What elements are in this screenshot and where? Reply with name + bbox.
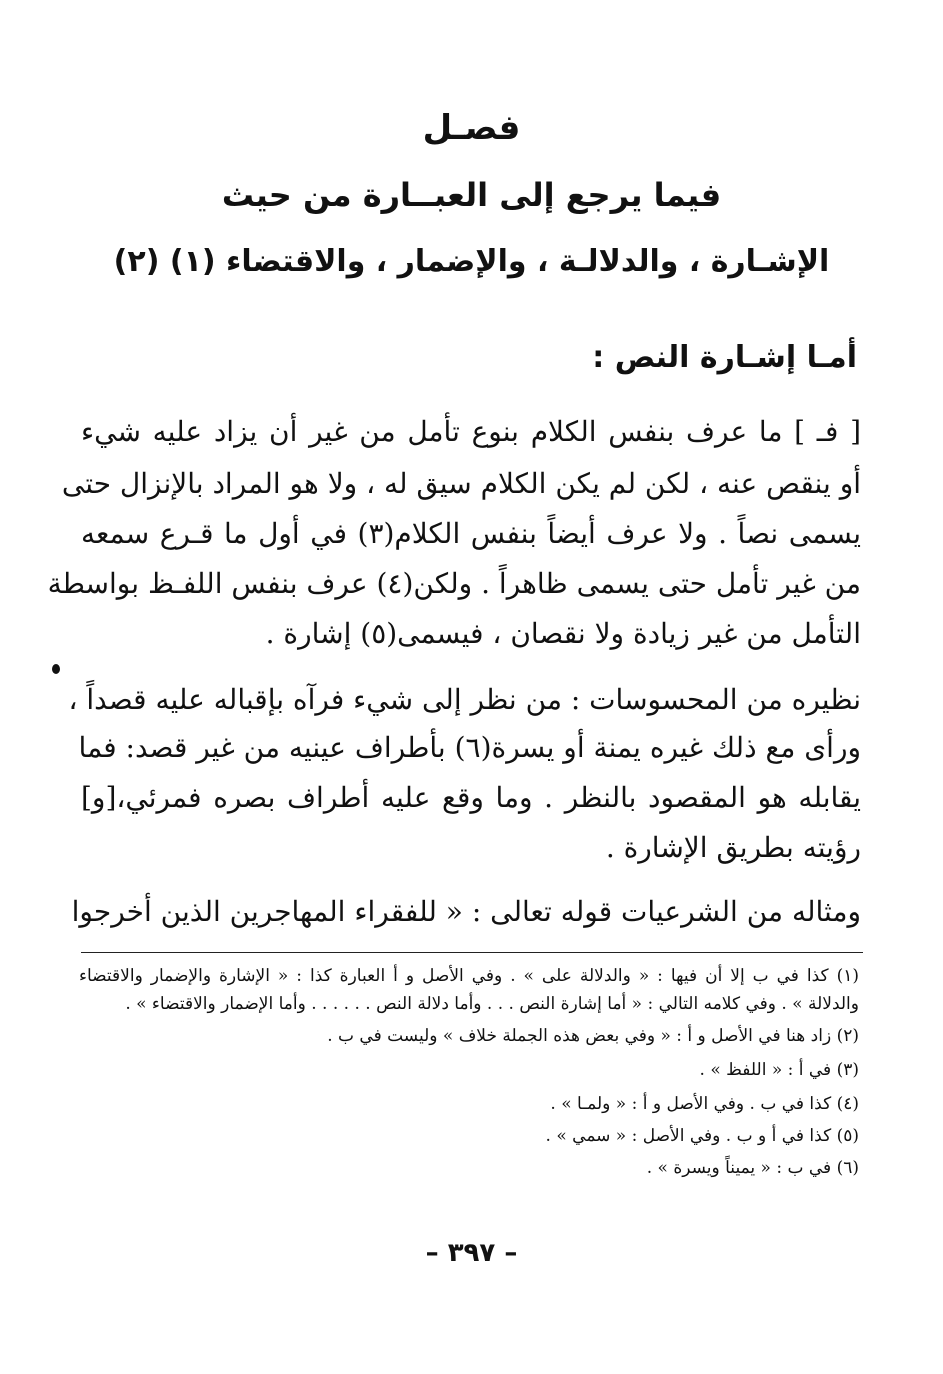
footnote-4: (٤) كذا في ب . وفي الأصل و أ : « ولمـا » . [550,1094,859,1114]
paragraph-1-line-5: التأمل من غير زيادة ولا نقصان ، فيسمى(٥) إشارة . [265,617,861,650]
paragraph-2-line-1: نظيره من المحسوسات : من نظر إلى شيء فرآه بإقباله عليه قصداً ، [68,683,861,716]
footnote-divider [81,952,863,953]
footnote-1: (١) كذا في ب إلا أن فيها : « والدلالة على » . وفي الأصل و أ العبارة كذا : « الإشارة والإضمار والاقتضاء [79,966,859,986]
paragraph-2-line-3: يقابله هو المقصود بالنظر . وما وقع عليه أطراف بصره فمرئي،[و] [81,781,861,814]
page-number: – ٣٩٧ – [425,1238,518,1268]
footnote-1-continuation: والدلالة » . وفي كلامه التالي : « أما إشارة النص . . . وأما دلالة النص . . . . . . وأما الإضمار والاقتضاء » . [125,994,859,1014]
paragraph-3-line-1: ومثاله من الشرعيات قوله تعالى : « للفقراء المهاجرين الذين أخرجوا [71,895,861,928]
paragraph-1-line-4: من غير تأمل حتى يسمى ظاهراً . ولكن(٤) عرف بنفس اللفـظ بواسطة [47,567,861,600]
paragraph-2-line-4: رؤيته بطريق الإشارة . [605,831,861,864]
paragraph-2-line-2: ورأى مع ذلك غيره يمنة أو يسرة(٦) بأطراف عينيه من غير قصد: فما [78,731,861,764]
chapter-subheading-topics: الإشـارة ، والدلالـة ، والإضمار ، والاقتضاء (١) (٢) [113,244,830,279]
footnote-5: (٥) كذا في أ و ب . وفي الأصل : « سمي » . [545,1126,859,1146]
margin-dot-mark [52,664,60,674]
chapter-heading: فصـل [422,108,521,148]
paragraph-1-line-3: يسمى نصاً . ولا عرف أيضاً بنفس الكلام(٣) في أول ما قـرع سمعه [81,517,861,550]
paragraph-1-line-2: أو ينقص عنه ، لكن لم يكن الكلام سيق له ، ولا هو المراد بالإنزال حتى [61,467,861,500]
chapter-subheading: فيما يرجع إلى العبــارة من حيث [221,176,722,214]
footnote-2: (٢) زاد هنا في الأصل و أ : « وفي بعض هذه الجملة خلاف » وليست في ب . [327,1026,859,1046]
footnote-3: (٣) في أ : « اللفظ » . [699,1060,859,1080]
section-title: أمـا إشـارة النص : [592,340,857,375]
footnote-6: (٦) في ب : « يميناً ويسرة » . [646,1158,859,1178]
paragraph-1-line-1: [ فـ ] ما عرف بنفس الكلام بنوع تأمل من غير أن يزاد عليه شيء [81,415,861,448]
